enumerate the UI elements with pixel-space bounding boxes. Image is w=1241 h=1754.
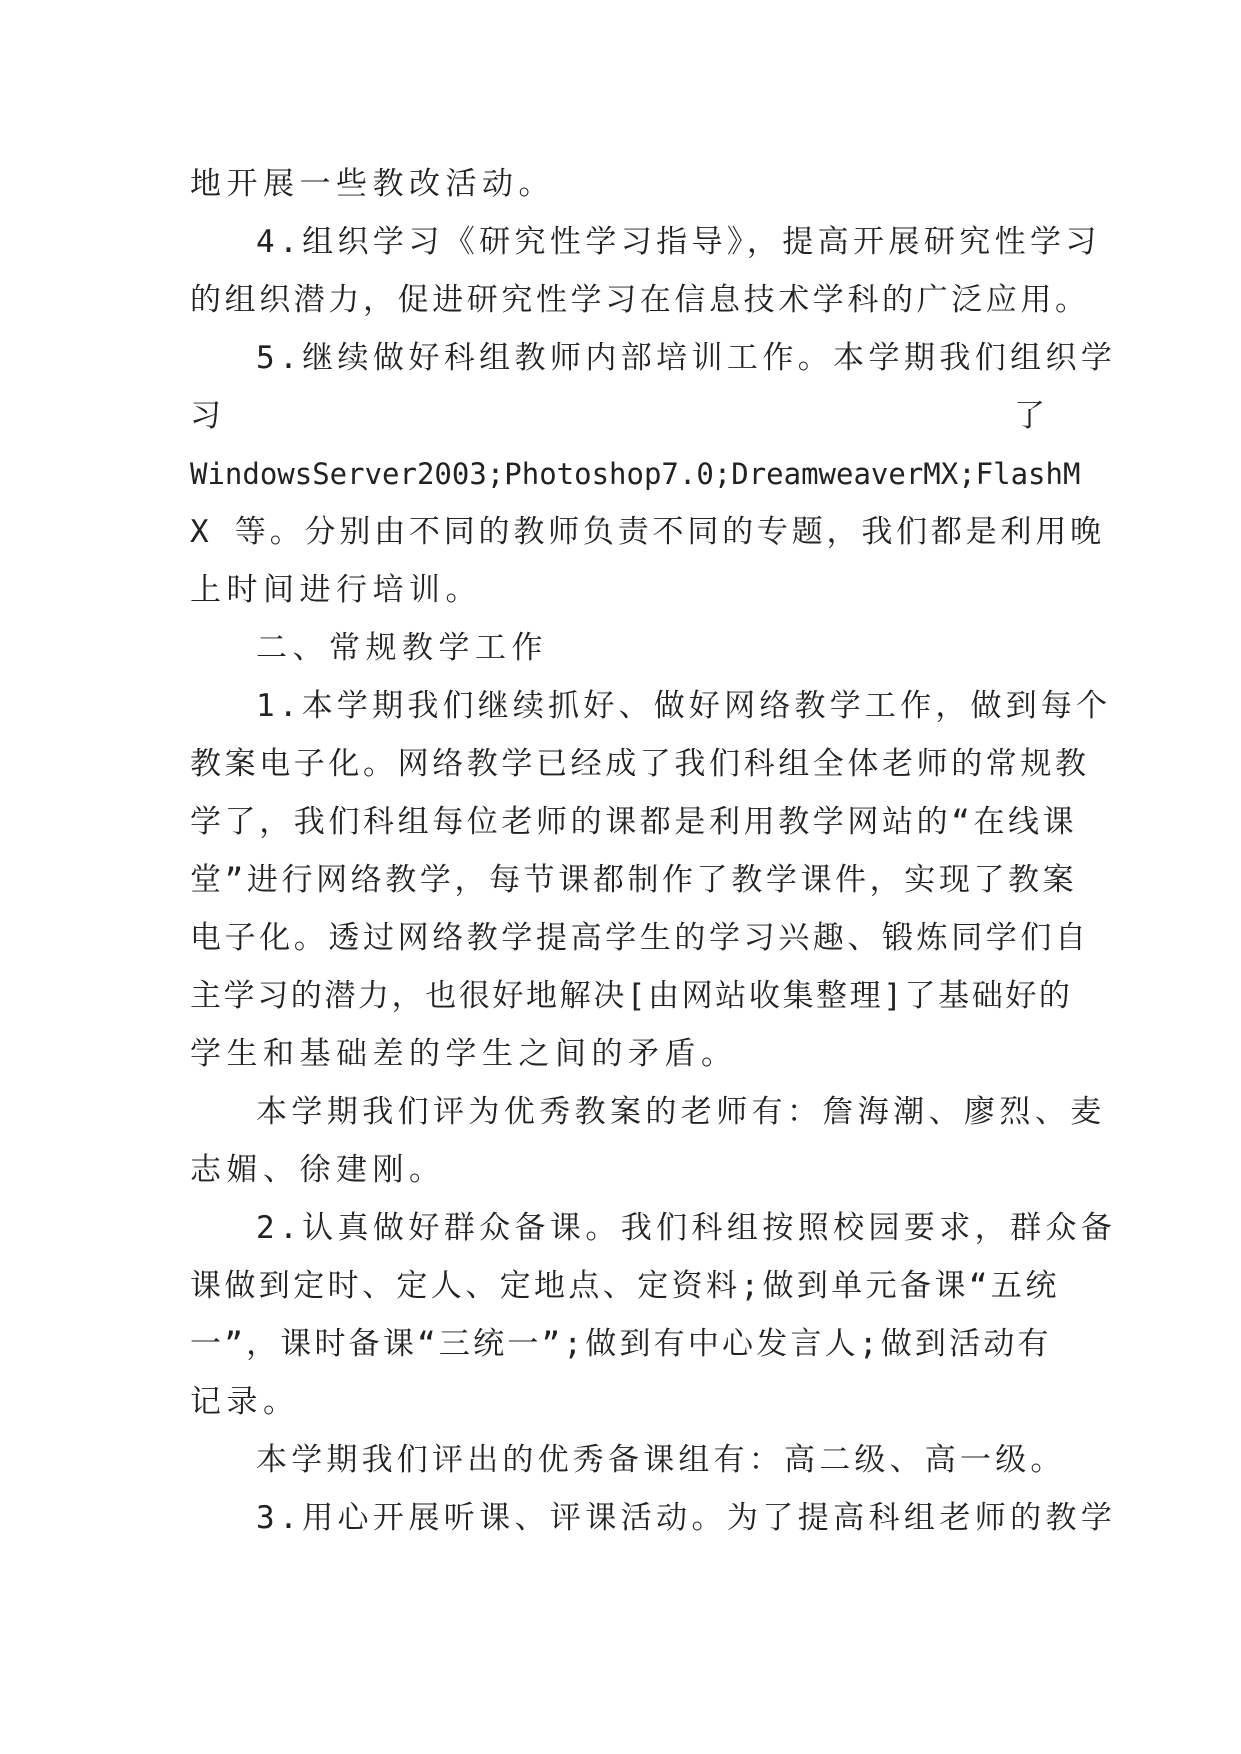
text-line: 志媚、徐建刚。 <box>190 1152 446 1188</box>
text-line: X 等。分别由不同的教师负责不同的专题，我们都是利用晚 <box>190 514 1105 550</box>
text-line: 课做到定时、定人、定地点、定资料;做到单元备课“五统 <box>190 1268 1060 1304</box>
text-line: 电子化。透过网络教学提高学生的学习兴趣、锻炼同学们自 <box>190 920 1090 956</box>
text-line: WindowsServer2003;Photoshop7.0;DreamweaverMX;FlashM <box>190 457 1081 491</box>
text-line: 5.继续做好科组教师内部培训工作。本学期我们组织学 <box>256 340 1117 376</box>
text-line: 堂”进行网络教学，每节课都制作了教学课件，实现了教案 <box>190 862 1078 898</box>
text-line: 学了，我们科组每位老师的课都是利用教学网站的“在线课 <box>190 804 1078 840</box>
text-line: 教案电子化。网络教学已经成了我们科组全体老师的常规教 <box>190 746 1090 782</box>
text-line: 本学期我们评出的优秀备课组有：高二级、高一级。 <box>256 1442 1066 1478</box>
text-line: 学生和基础差的学生之间的矛盾。 <box>190 1036 738 1072</box>
section-heading: 二、常规教学工作 <box>256 630 548 666</box>
text-line: 上时间进行培训。 <box>190 572 482 608</box>
text-line: 2.认真做好群众备课。我们科组按照校园要求，群众备 <box>256 1210 1117 1246</box>
text-line: 1.本学期我们继续抓好、做好网络教学工作，做到每个 <box>256 688 1112 724</box>
text-line: 地开展一些教改活动。 <box>190 166 555 202</box>
text-line: 记录。 <box>190 1384 300 1420</box>
text-line: 本学期我们评为优秀教案的老师有：詹海潮、廖烈、麦 <box>256 1094 1106 1130</box>
text-line: 习 <box>190 398 227 434</box>
text-line: 4.组织学习《研究性学习指导》，提高开展研究性学习 <box>256 224 1101 260</box>
text-line: 了 <box>1014 398 1045 434</box>
text-line: 主学习的潜力，也很好地解决[由网站收集整理]了基础好的 <box>190 978 1073 1014</box>
text-line: 3.用心开展听课、评课活动。为了提高科组老师的教学 <box>256 1500 1117 1536</box>
text-line: 的组织潜力，促进研究性学习在信息技术学科的广泛应用。 <box>190 282 1090 318</box>
text-line: 一”，课时备课“三统一”;做到有中心发言人;做到活动有 <box>190 1326 1052 1362</box>
